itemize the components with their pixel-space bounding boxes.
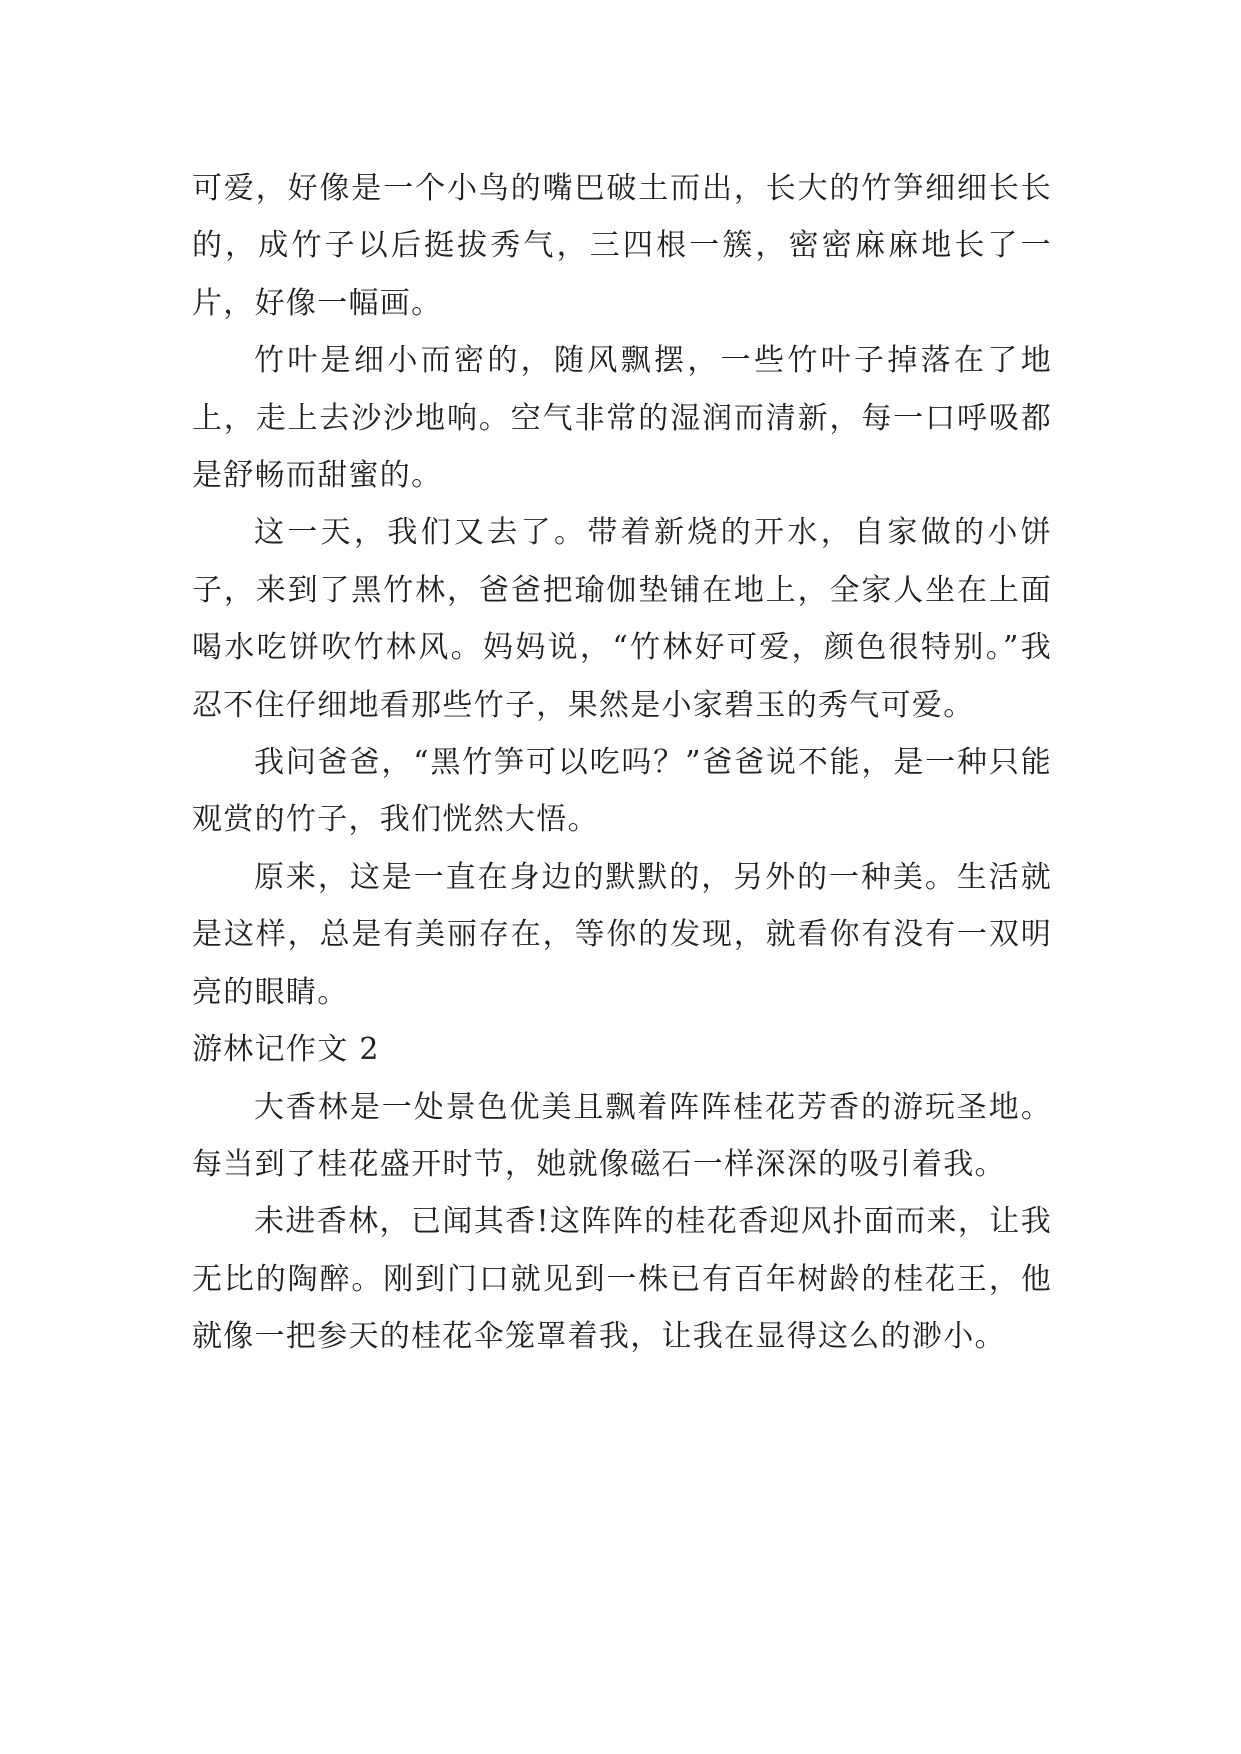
- section-title: 游林记作文 2: [192, 1032, 380, 1068]
- paragraph-4: 我问爸爸，“黑竹笋可以吃吗？”爸爸说不能，是一种只能观赏的竹子，我们恍然大悟。: [192, 745, 1052, 838]
- paragraph-1: 可爱，好像是一个小鸟的嘴巴破土而出，长大的竹笋细细长长的，成竹子以后挺拔秀气，三四根一簇，密密麻麻地长了一片，好像一幅画。: [192, 171, 1052, 321]
- paragraph-2: 竹叶是细小而密的，随风飘摆，一些竹叶子掉落在了地上，走上去沙沙地响。空气非常的湿润而清新，每一口呼吸都是舒畅而甜蜜的。: [192, 343, 1052, 494]
- paragraph-5: 原来，这是一直在身边的默默的，另外的一种美。生活就是这样，总是有美丽存在，等你的发现，就看你有没有一双明亮的眼睛。: [192, 859, 1052, 1010]
- paragraph-3: 这一天，我们又去了。带着新烧的开水，自家做的小饼子，来到了黑竹林，爸爸把瑜伽垫铺在地上，全家人坐在上面喝水吃饼吹竹林风。妈妈说，“竹林好可爱，颜色很特别。”我忍不住仔细地看那些竹子，果然是小家碧玉的秀气可爱。: [192, 515, 1052, 723]
- document-body: [192, 160, 1052, 1366]
- paragraph-7: 未进香林，已闻其香!这阵阵的桂花香迎风扑面而来，让我无比的陶醉。刚到门口就见到一株已有百年树龄的桂花王，他就像一把参天的桂花伞笼罩着我，让我在显得这么的渺小。: [192, 1204, 1052, 1355]
- paragraph-6: 大香林是一处景色优美且飘着阵阵桂花芳香的游玩圣地。每当到了桂花盛开时节，她就像磁石一样深深的吸引着我。: [192, 1089, 1052, 1182]
